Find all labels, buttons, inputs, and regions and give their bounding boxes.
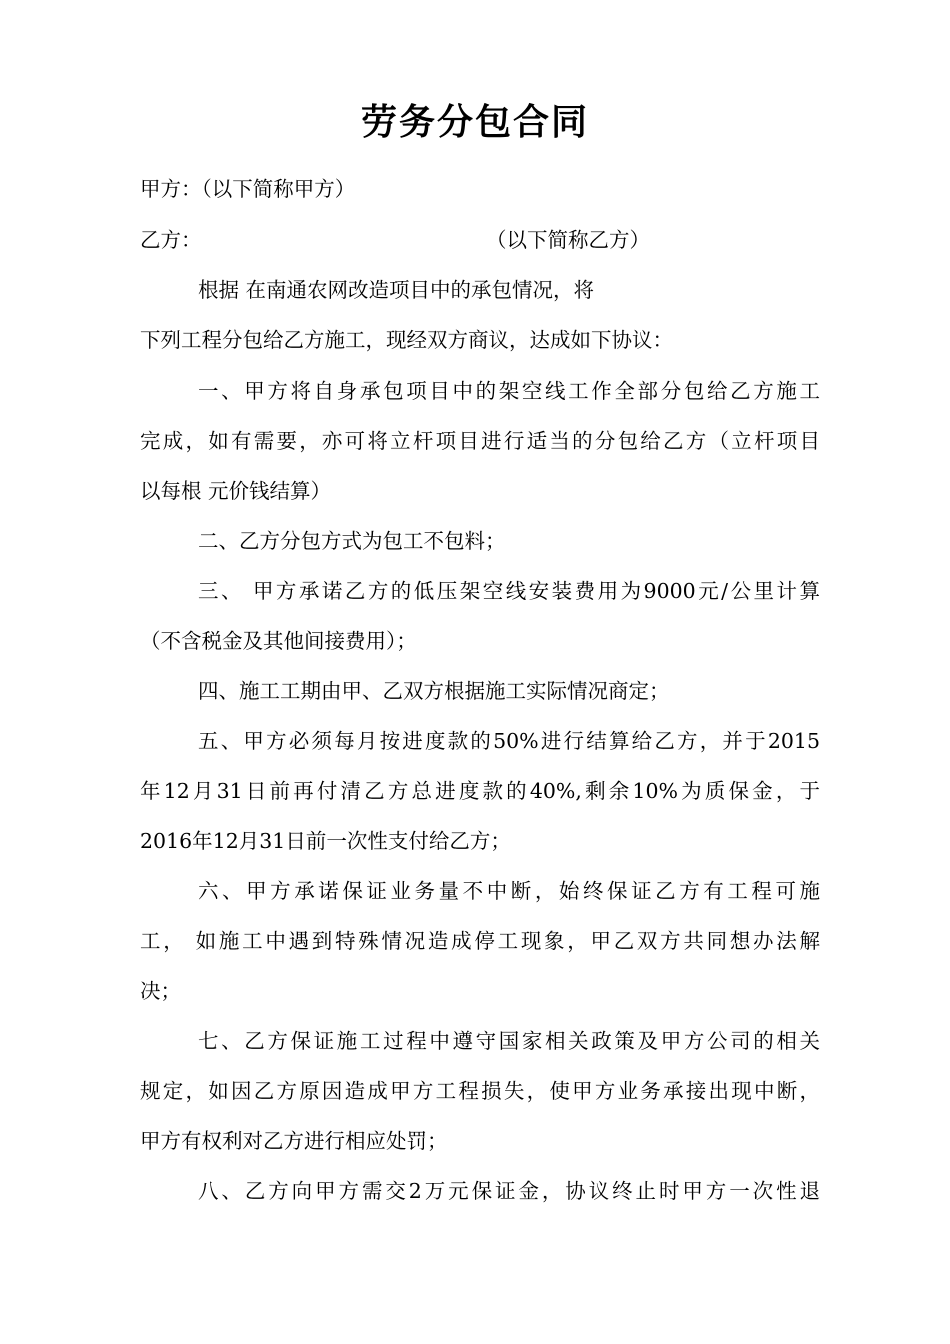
clause-2-line-1: 二、乙方分包方式为包工不包料； <box>198 529 506 553</box>
clause-7-line-2: 规定，如因乙方原因造成甲方工程损失，使甲方业务承接出现中断， <box>140 1079 820 1103</box>
clause-6-line-2: 工， 如施工中遇到特殊情况造成停工现象，甲乙双方共同想办法解 <box>140 929 820 953</box>
clause-1-line-3: 以每根 元价钱结算） <box>140 479 332 503</box>
intro-line-1: 根据 在南通农网改造项目中的承包情况，将 <box>198 278 595 302</box>
intro-line-2: 下列工程分包给乙方施工，现经双方商议，达成如下协议： <box>140 328 673 352</box>
clause-6-line-3: 决； <box>140 979 181 1003</box>
clause-8-line-1: 八、乙方向甲方需交2万元保证金，协议终止时甲方一次性退 <box>198 1179 820 1203</box>
clause-1-line-2: 完成，如有需要，亦可将立杆项目进行适当的分包给乙方（立杆项目 <box>140 429 820 453</box>
clause-5-line-1: 五、甲方必须每月按进度款的50%进行结算给乙方，并于2015 <box>198 729 820 753</box>
party-b-line <box>140 225 820 255</box>
party-b-label: 乙方： <box>140 228 202 252</box>
document-title: 劳务分包合同 <box>360 102 589 143</box>
clause-7-line-1: 七、乙方保证施工过程中遵守国家相关政策及甲方公司的相关 <box>198 1029 820 1053</box>
clause-3-line-2: （不含税金及其他间接费用）； <box>140 629 417 653</box>
clause-7-line-3: 甲方有权利对乙方进行相应处罚； <box>140 1129 448 1153</box>
party-a-line: 甲方：（以下简称甲方） <box>140 177 356 201</box>
party-b-suffix: （以下简称乙方） <box>486 228 650 252</box>
clause-6-line-1: 六、甲方承诺保证业务量不中断，始终保证乙方有工程可施 <box>198 879 820 903</box>
clause-4-line-1: 四、施工工期由甲、乙双方根据施工实际情况商定； <box>198 679 670 703</box>
clause-5-line-2: 年12月31日前再付清乙方总进度款的40%,剩余10%为质保金，于 <box>140 779 820 803</box>
clause-5-line-3: 2016年12月31日前一次性支付给乙方； <box>140 829 511 853</box>
clause-3-line-1: 三、 甲方承诺乙方的低压架空线安装费用为9000元/公里计算 <box>198 579 820 603</box>
clause-1-line-1: 一、甲方将自身承包项目中的架空线工作全部分包给乙方施工 <box>198 379 820 403</box>
